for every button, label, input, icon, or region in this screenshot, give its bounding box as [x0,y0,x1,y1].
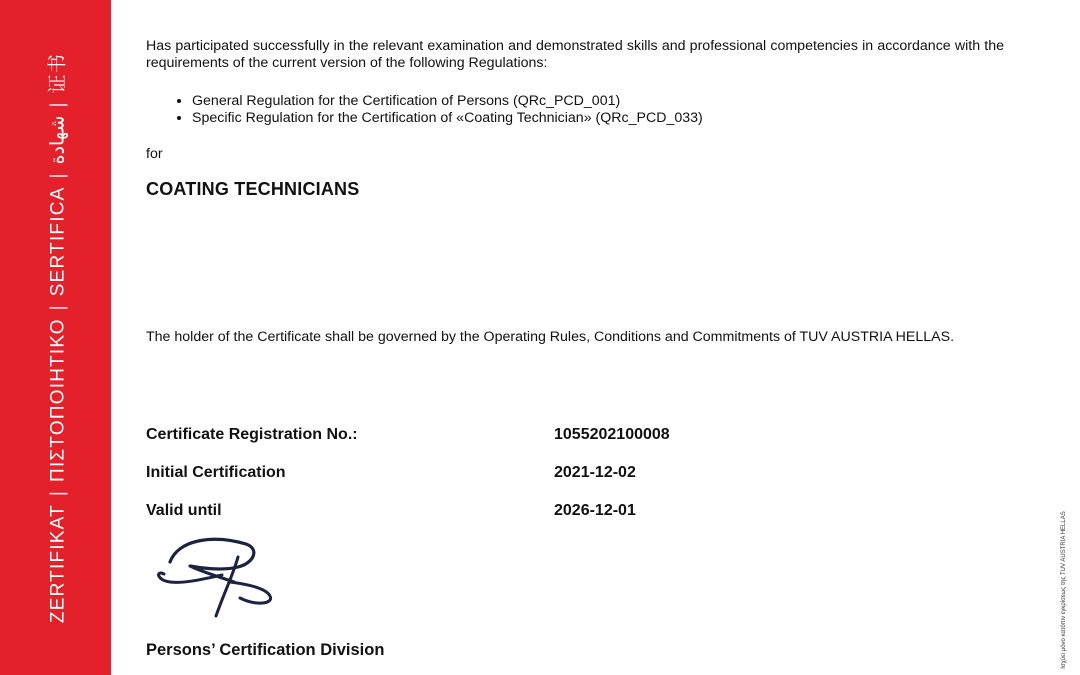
intro-paragraph: Has participated successfully in the relevant examination and demonstrated skills and professional competencies in accordance with the requirements of the current version of the following Regulations: [146,38,1004,71]
signature-stroke [170,539,254,582]
regulation-item: • General Regulation for the Certification of Persons (QRc_PCD_001) [192,93,703,110]
regulation-item: • Specific Regulation for the Certification of «Coating Technician» (QRc_PCD_033) [192,110,703,127]
band-separator: | [47,304,69,311]
signature-stroke [230,582,271,603]
for-label: for [146,146,163,162]
band-separator: | [47,101,69,108]
band-word: SERTIFICA [47,186,69,297]
detail-value: 2026-12-01 [554,502,636,519]
detail-row-registration [146,426,1004,464]
certificate-details [146,426,1004,540]
holder-paragraph: The holder of the Certificate shall be governed by the Operating Rules, Conditions and Commitments of TUV AUSTRIA HELLAS. [146,329,955,345]
regulations-list [166,93,703,127]
detail-value: 1055202100008 [554,426,670,443]
red-side-band [0,0,111,675]
band-certificate-words [43,47,70,629]
band-word: ZERTIFIKAT [47,504,69,624]
division-name: Persons’ Certification Division [146,641,385,659]
scheme-title: COATING TECHNICIANS [146,179,360,199]
band-separator: | [47,172,69,179]
signature [150,530,280,620]
signature-stroke [216,557,238,616]
band-word: شهادة [47,115,69,165]
band-word: 证书 [47,52,69,94]
detail-label: Valid until [146,502,222,519]
band-separator: | [47,489,69,497]
vertical-fine-print: Ισχύει μόνο κατόπιν εγκρίσεως της TUV AUSTRIA HELLAS [1061,511,1067,669]
detail-row-initial [146,464,1004,502]
band-word: ΠΙΣΤΟΠΟΙΗΤΙΚΟ [47,318,69,482]
detail-label: Initial Certification [146,464,286,481]
detail-value: 2021-12-02 [554,464,636,481]
detail-label: Certificate Registration No.: [146,426,358,443]
